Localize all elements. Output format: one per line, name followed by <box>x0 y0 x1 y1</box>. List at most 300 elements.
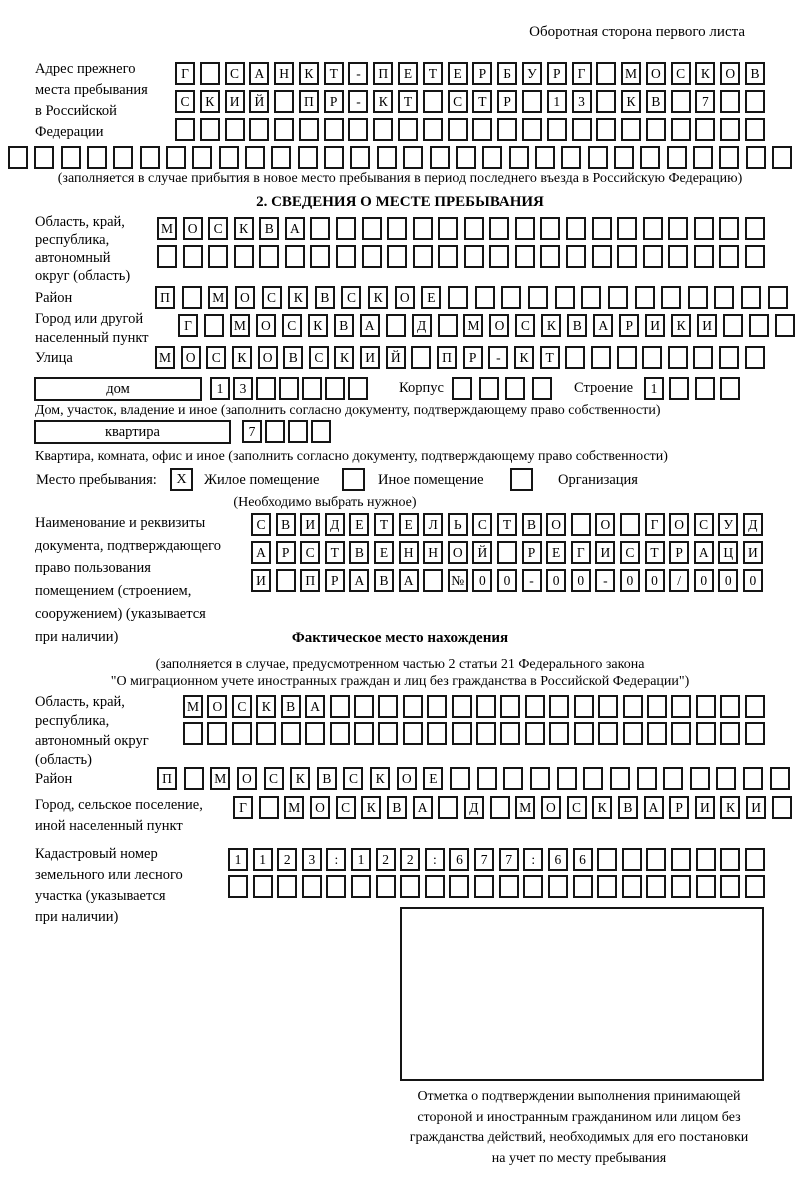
char-box[interactable]: Т <box>540 346 560 369</box>
char-box[interactable] <box>745 695 765 718</box>
char-box[interactable] <box>532 377 552 400</box>
char-box[interactable]: О <box>489 314 509 337</box>
char-box[interactable] <box>596 90 616 113</box>
char-box[interactable]: 0 <box>694 569 714 592</box>
char-box[interactable]: 2 <box>400 848 420 871</box>
char-box[interactable]: В <box>334 314 354 337</box>
char-box[interactable] <box>720 90 740 113</box>
char-box[interactable]: Р <box>325 569 345 592</box>
char-box[interactable]: А <box>644 796 664 819</box>
char-box[interactable] <box>430 146 450 169</box>
char-box[interactable] <box>668 346 688 369</box>
char-box[interactable]: К <box>232 346 252 369</box>
char-box[interactable]: П <box>157 767 177 790</box>
char-box[interactable]: В <box>276 513 296 536</box>
char-box[interactable]: К <box>361 796 381 819</box>
char-box[interactable]: Г <box>571 541 591 564</box>
char-box[interactable] <box>427 722 447 745</box>
checkbox-inoe[interactable] <box>342 468 365 491</box>
char-box[interactable]: О <box>720 62 740 85</box>
char-box[interactable] <box>438 796 458 819</box>
char-box[interactable]: И <box>225 90 245 113</box>
char-box[interactable] <box>373 118 393 141</box>
char-box[interactable]: 0 <box>497 569 517 592</box>
char-box[interactable] <box>693 146 713 169</box>
char-box[interactable] <box>509 146 529 169</box>
char-box[interactable]: И <box>595 541 615 564</box>
char-box[interactable] <box>413 217 433 240</box>
char-box[interactable] <box>549 695 569 718</box>
char-box[interactable] <box>489 217 509 240</box>
char-box[interactable] <box>617 346 637 369</box>
char-box[interactable]: 7 <box>695 90 715 113</box>
char-box[interactable]: 7 <box>474 848 494 871</box>
char-box[interactable] <box>256 377 276 400</box>
char-box[interactable]: С <box>300 541 320 564</box>
dom-type-box[interactable]: дом <box>34 377 202 401</box>
char-box[interactable] <box>583 767 603 790</box>
char-box[interactable] <box>299 118 319 141</box>
char-box[interactable] <box>449 875 469 898</box>
char-box[interactable]: Т <box>472 90 492 113</box>
char-box[interactable] <box>745 848 765 871</box>
char-box[interactable]: Р <box>547 62 567 85</box>
char-box[interactable] <box>671 848 691 871</box>
char-box[interactable]: Е <box>374 541 394 564</box>
char-box[interactable] <box>310 245 330 268</box>
char-box[interactable] <box>452 695 472 718</box>
char-box[interactable]: 7 <box>499 848 519 871</box>
char-box[interactable]: А <box>413 796 433 819</box>
char-box[interactable]: В <box>745 62 765 85</box>
char-box[interactable] <box>581 286 601 309</box>
char-box[interactable]: Е <box>399 513 419 536</box>
char-box[interactable]: С <box>343 767 363 790</box>
char-box[interactable]: М <box>621 62 641 85</box>
char-box[interactable] <box>403 722 423 745</box>
char-box[interactable]: С <box>515 314 535 337</box>
char-box[interactable] <box>598 695 618 718</box>
char-box[interactable] <box>745 722 765 745</box>
char-box[interactable]: В <box>567 314 587 337</box>
char-box[interactable] <box>573 875 593 898</box>
char-box[interactable]: В <box>387 796 407 819</box>
char-box[interactable]: 1 <box>644 377 664 400</box>
char-box[interactable] <box>448 286 468 309</box>
char-box[interactable]: С <box>282 314 302 337</box>
char-box[interactable] <box>548 875 568 898</box>
char-box[interactable] <box>647 695 667 718</box>
char-box[interactable] <box>271 146 291 169</box>
char-box[interactable]: К <box>621 90 641 113</box>
char-box[interactable] <box>354 695 374 718</box>
char-box[interactable] <box>592 245 612 268</box>
char-box[interactable]: А <box>399 569 419 592</box>
char-box[interactable] <box>311 420 331 443</box>
char-box[interactable] <box>530 767 550 790</box>
char-box[interactable]: С <box>264 767 284 790</box>
char-box[interactable]: А <box>349 569 369 592</box>
char-box[interactable]: О <box>448 541 468 564</box>
char-box[interactable] <box>249 118 269 141</box>
char-box[interactable] <box>479 377 499 400</box>
char-box[interactable]: А <box>285 217 305 240</box>
char-box[interactable]: В <box>281 695 301 718</box>
char-box[interactable]: С <box>336 796 356 819</box>
char-box[interactable]: М <box>183 695 203 718</box>
char-box[interactable] <box>643 217 663 240</box>
char-box[interactable]: О <box>397 767 417 790</box>
char-box[interactable] <box>617 245 637 268</box>
char-box[interactable] <box>622 848 642 871</box>
char-box[interactable] <box>225 118 245 141</box>
char-box[interactable]: / <box>669 569 689 592</box>
char-box[interactable] <box>330 695 350 718</box>
char-box[interactable] <box>743 767 763 790</box>
char-box[interactable]: А <box>593 314 613 337</box>
char-box[interactable]: К <box>370 767 390 790</box>
char-box[interactable]: М <box>284 796 304 819</box>
char-box[interactable]: О <box>669 513 689 536</box>
char-box[interactable]: В <box>349 541 369 564</box>
char-box[interactable]: С <box>671 62 691 85</box>
char-box[interactable] <box>362 245 382 268</box>
checkbox-organizatsiya[interactable] <box>510 468 533 491</box>
char-box[interactable]: Р <box>472 62 492 85</box>
char-box[interactable] <box>354 722 374 745</box>
char-box[interactable] <box>614 146 634 169</box>
char-box[interactable]: 0 <box>743 569 763 592</box>
char-box[interactable] <box>192 146 212 169</box>
char-box[interactable] <box>770 767 790 790</box>
char-box[interactable] <box>561 146 581 169</box>
char-box[interactable] <box>768 286 788 309</box>
char-box[interactable] <box>34 146 54 169</box>
char-box[interactable] <box>245 146 265 169</box>
char-box[interactable] <box>259 796 279 819</box>
char-box[interactable]: Т <box>398 90 418 113</box>
char-box[interactable] <box>663 767 683 790</box>
char-box[interactable] <box>772 796 792 819</box>
char-box[interactable] <box>745 118 765 141</box>
char-box[interactable] <box>326 875 346 898</box>
char-box[interactable] <box>647 722 667 745</box>
char-box[interactable]: 0 <box>546 569 566 592</box>
char-box[interactable] <box>398 118 418 141</box>
char-box[interactable] <box>184 767 204 790</box>
char-box[interactable] <box>598 722 618 745</box>
char-box[interactable]: С <box>225 62 245 85</box>
char-box[interactable]: Й <box>472 541 492 564</box>
char-box[interactable] <box>720 377 740 400</box>
char-box[interactable] <box>324 118 344 141</box>
char-box[interactable] <box>588 146 608 169</box>
char-box[interactable] <box>413 245 433 268</box>
char-box[interactable] <box>745 90 765 113</box>
char-box[interactable] <box>640 146 660 169</box>
char-box[interactable]: В <box>317 767 337 790</box>
char-box[interactable] <box>475 286 495 309</box>
char-box[interactable] <box>376 875 396 898</box>
char-box[interactable] <box>668 217 688 240</box>
char-box[interactable]: И <box>300 513 320 536</box>
char-box[interactable] <box>671 118 691 141</box>
char-box[interactable] <box>617 217 637 240</box>
char-box[interactable] <box>500 695 520 718</box>
char-box[interactable]: С <box>175 90 195 113</box>
char-box[interactable] <box>351 875 371 898</box>
char-box[interactable] <box>621 118 641 141</box>
char-box[interactable] <box>324 146 344 169</box>
char-box[interactable]: К <box>288 286 308 309</box>
char-box[interactable] <box>276 569 296 592</box>
char-box[interactable] <box>623 722 643 745</box>
char-box[interactable]: Д <box>325 513 345 536</box>
char-box[interactable] <box>497 118 517 141</box>
char-box[interactable]: О <box>310 796 330 819</box>
char-box[interactable] <box>714 286 734 309</box>
char-box[interactable] <box>497 541 517 564</box>
char-box[interactable] <box>515 245 535 268</box>
char-box[interactable] <box>522 90 542 113</box>
char-box[interactable] <box>591 346 611 369</box>
char-box[interactable] <box>667 146 687 169</box>
char-box[interactable]: В <box>522 513 542 536</box>
char-box[interactable]: : <box>425 848 445 871</box>
char-box[interactable] <box>720 875 740 898</box>
char-box[interactable] <box>523 875 543 898</box>
char-box[interactable]: 3 <box>572 90 592 113</box>
char-box[interactable] <box>350 146 370 169</box>
char-box[interactable]: 2 <box>277 848 297 871</box>
char-box[interactable]: Ц <box>718 541 738 564</box>
char-box[interactable] <box>232 722 252 745</box>
char-box[interactable] <box>749 314 769 337</box>
char-box[interactable]: Т <box>374 513 394 536</box>
char-box[interactable]: И <box>695 796 715 819</box>
char-box[interactable] <box>501 286 521 309</box>
char-box[interactable] <box>166 146 186 169</box>
char-box[interactable]: П <box>300 569 320 592</box>
char-box[interactable] <box>277 875 297 898</box>
char-box[interactable]: Г <box>572 62 592 85</box>
char-box[interactable]: Г <box>645 513 665 536</box>
char-box[interactable] <box>720 118 740 141</box>
char-box[interactable]: Й <box>249 90 269 113</box>
char-box[interactable] <box>183 722 203 745</box>
char-box[interactable] <box>336 217 356 240</box>
char-box[interactable]: У <box>718 513 738 536</box>
char-box[interactable] <box>720 848 740 871</box>
char-box[interactable]: К <box>541 314 561 337</box>
char-box[interactable]: М <box>210 767 230 790</box>
char-box[interactable] <box>140 146 160 169</box>
char-box[interactable]: Е <box>421 286 441 309</box>
char-box[interactable] <box>207 722 227 745</box>
char-box[interactable]: О <box>207 695 227 718</box>
char-box[interactable] <box>425 875 445 898</box>
char-box[interactable] <box>646 118 666 141</box>
char-box[interactable] <box>596 118 616 141</box>
char-box[interactable] <box>535 146 555 169</box>
char-box[interactable] <box>549 722 569 745</box>
char-box[interactable]: М <box>157 217 177 240</box>
char-box[interactable] <box>720 722 740 745</box>
char-box[interactable]: 0 <box>620 569 640 592</box>
char-box[interactable]: Г <box>233 796 253 819</box>
char-box[interactable]: А <box>694 541 714 564</box>
char-box[interactable] <box>696 695 716 718</box>
char-box[interactable]: 6 <box>573 848 593 871</box>
char-box[interactable] <box>450 767 470 790</box>
char-box[interactable]: А <box>251 541 271 564</box>
char-box[interactable]: К <box>234 217 254 240</box>
char-box[interactable] <box>464 245 484 268</box>
char-box[interactable] <box>281 722 301 745</box>
char-box[interactable] <box>571 513 591 536</box>
char-box[interactable] <box>490 796 510 819</box>
char-box[interactable] <box>265 420 285 443</box>
char-box[interactable] <box>234 245 254 268</box>
char-box[interactable] <box>574 695 594 718</box>
char-box[interactable]: К <box>514 346 534 369</box>
char-box[interactable] <box>411 346 431 369</box>
char-box[interactable]: : <box>523 848 543 871</box>
char-box[interactable]: Р <box>669 796 689 819</box>
char-box[interactable]: О <box>183 217 203 240</box>
char-box[interactable] <box>489 245 509 268</box>
char-box[interactable] <box>741 286 761 309</box>
char-box[interactable]: С <box>208 217 228 240</box>
char-box[interactable]: К <box>695 62 715 85</box>
char-box[interactable] <box>474 875 494 898</box>
char-box[interactable]: С <box>262 286 282 309</box>
char-box[interactable] <box>336 245 356 268</box>
char-box[interactable] <box>696 875 716 898</box>
char-box[interactable] <box>298 146 318 169</box>
char-box[interactable]: О <box>237 767 257 790</box>
char-box[interactable]: 6 <box>449 848 469 871</box>
char-box[interactable] <box>608 286 628 309</box>
char-box[interactable]: О <box>546 513 566 536</box>
char-box[interactable]: Н <box>399 541 419 564</box>
char-box[interactable]: О <box>258 346 278 369</box>
char-box[interactable]: 7 <box>242 420 262 443</box>
char-box[interactable]: Е <box>398 62 418 85</box>
char-box[interactable]: Д <box>743 513 763 536</box>
char-box[interactable] <box>565 346 585 369</box>
char-box[interactable] <box>400 875 420 898</box>
char-box[interactable] <box>746 146 766 169</box>
char-box[interactable]: С <box>309 346 329 369</box>
char-box[interactable] <box>274 90 294 113</box>
char-box[interactable]: 3 <box>233 377 253 400</box>
char-box[interactable] <box>200 118 220 141</box>
char-box[interactable] <box>643 245 663 268</box>
char-box[interactable]: К <box>671 314 691 337</box>
char-box[interactable]: 0 <box>472 569 492 592</box>
char-box[interactable]: Т <box>324 62 344 85</box>
char-box[interactable]: Ь <box>448 513 468 536</box>
char-box[interactable] <box>540 217 560 240</box>
char-box[interactable]: А <box>305 695 325 718</box>
char-box[interactable] <box>566 245 586 268</box>
char-box[interactable]: В <box>315 286 335 309</box>
char-box[interactable] <box>528 286 548 309</box>
char-box[interactable] <box>719 146 739 169</box>
char-box[interactable]: Т <box>423 62 443 85</box>
char-box[interactable] <box>642 346 662 369</box>
char-box[interactable] <box>515 217 535 240</box>
char-box[interactable] <box>547 118 567 141</box>
char-box[interactable] <box>669 377 689 400</box>
char-box[interactable] <box>438 245 458 268</box>
char-box[interactable]: К <box>299 62 319 85</box>
char-box[interactable] <box>695 377 715 400</box>
char-box[interactable] <box>219 146 239 169</box>
char-box[interactable] <box>61 146 81 169</box>
char-box[interactable] <box>671 722 691 745</box>
char-box[interactable] <box>452 377 472 400</box>
char-box[interactable] <box>720 695 740 718</box>
char-box[interactable] <box>427 695 447 718</box>
char-box[interactable] <box>637 767 657 790</box>
char-box[interactable] <box>671 695 691 718</box>
char-box[interactable] <box>423 118 443 141</box>
char-box[interactable] <box>464 217 484 240</box>
char-box[interactable] <box>256 722 276 745</box>
char-box[interactable]: 0 <box>645 569 665 592</box>
char-box[interactable] <box>500 722 520 745</box>
char-box[interactable]: Б <box>497 62 517 85</box>
char-box[interactable] <box>200 62 220 85</box>
char-box[interactable] <box>288 420 308 443</box>
char-box[interactable] <box>378 695 398 718</box>
char-box[interactable] <box>499 875 519 898</box>
char-box[interactable] <box>597 875 617 898</box>
char-box[interactable]: С <box>448 90 468 113</box>
char-box[interactable]: С <box>472 513 492 536</box>
char-box[interactable]: С <box>232 695 252 718</box>
char-box[interactable] <box>716 767 736 790</box>
char-box[interactable] <box>228 875 248 898</box>
char-box[interactable]: К <box>373 90 393 113</box>
char-box[interactable]: С <box>694 513 714 536</box>
char-box[interactable] <box>386 314 406 337</box>
char-box[interactable] <box>661 286 681 309</box>
char-box[interactable] <box>745 346 765 369</box>
char-box[interactable] <box>476 695 496 718</box>
char-box[interactable] <box>285 245 305 268</box>
char-box[interactable]: 1 <box>253 848 273 871</box>
char-box[interactable] <box>596 62 616 85</box>
char-box[interactable]: К <box>592 796 612 819</box>
char-box[interactable] <box>688 286 708 309</box>
char-box[interactable]: В <box>259 217 279 240</box>
char-box[interactable]: 3 <box>302 848 322 871</box>
char-box[interactable] <box>775 314 795 337</box>
char-box[interactable] <box>622 875 642 898</box>
char-box[interactable] <box>183 245 203 268</box>
char-box[interactable]: Т <box>325 541 345 564</box>
char-box[interactable] <box>723 314 743 337</box>
char-box[interactable]: Н <box>423 541 443 564</box>
char-box[interactable]: В <box>374 569 394 592</box>
char-box[interactable] <box>745 245 765 268</box>
char-box[interactable] <box>157 245 177 268</box>
char-box[interactable] <box>592 217 612 240</box>
char-box[interactable] <box>694 217 714 240</box>
